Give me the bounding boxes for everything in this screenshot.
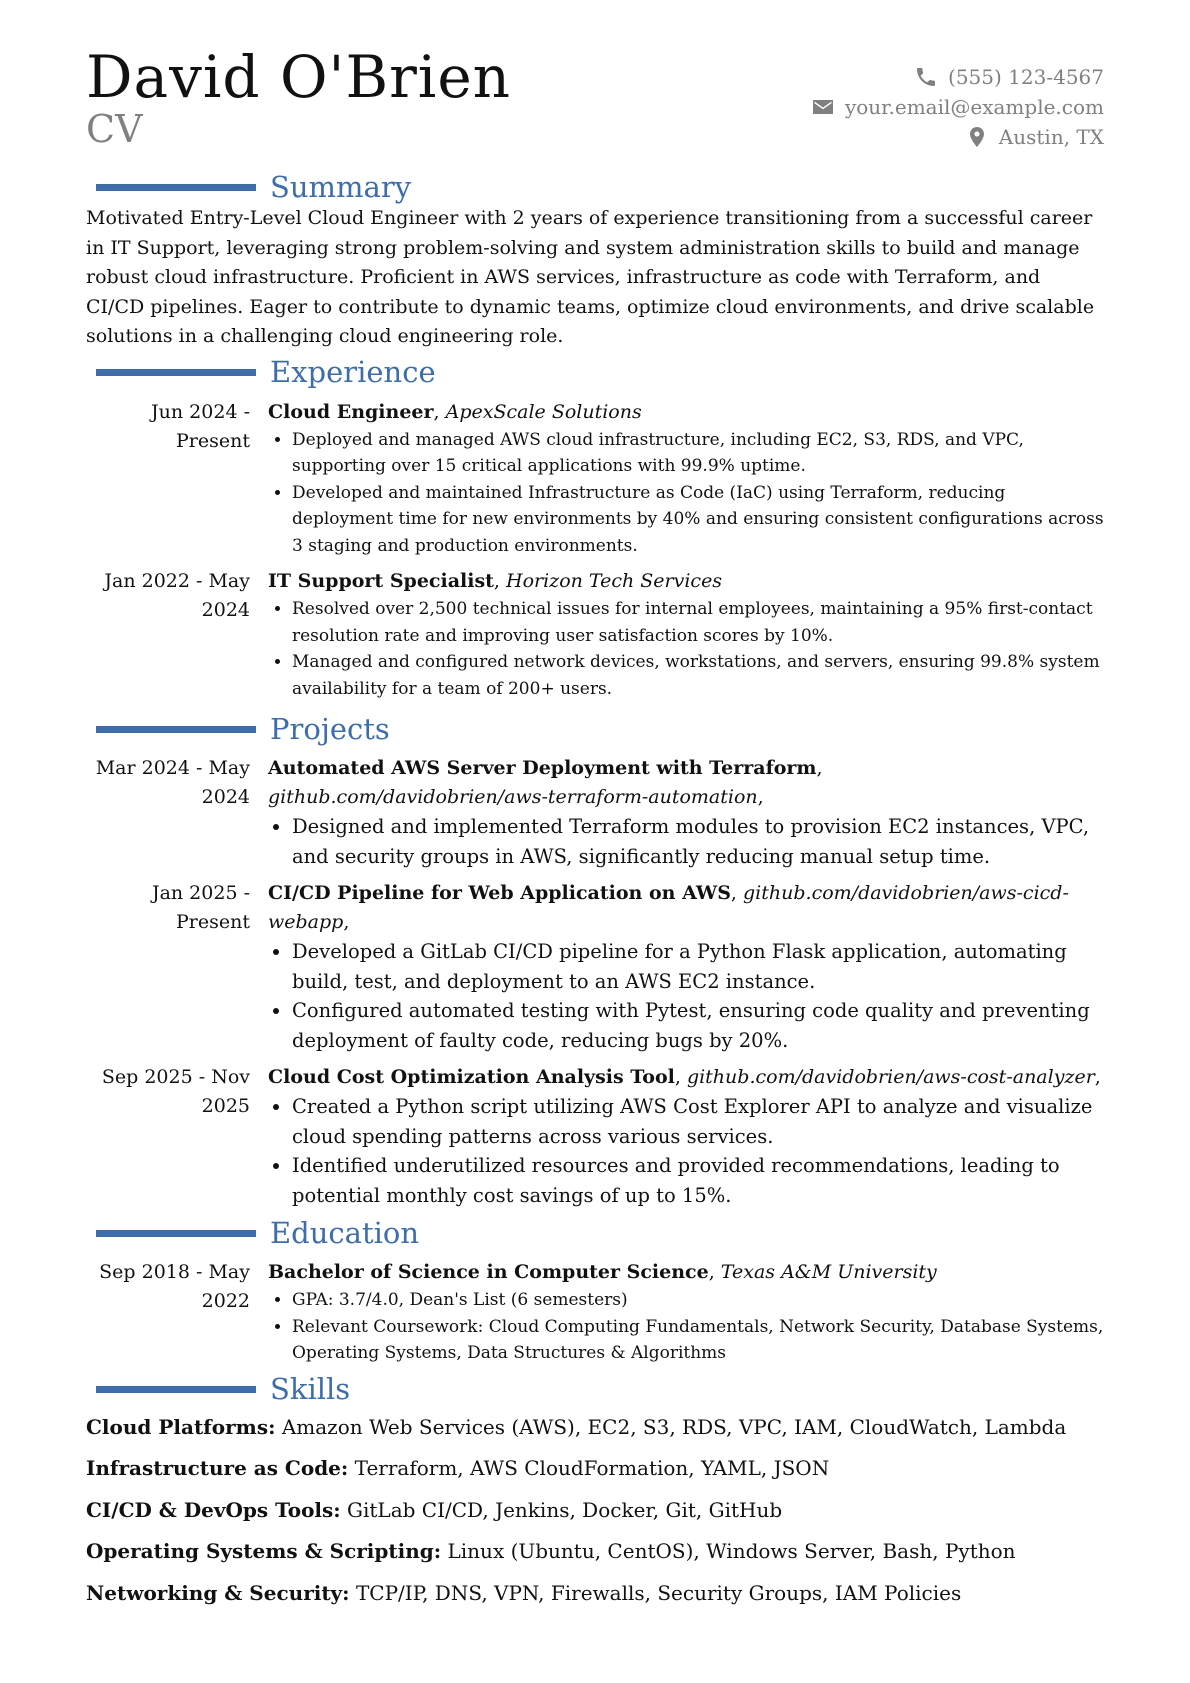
bullet-item: • Developed and maintained Infrastructure as Code (IaC) using Terraform, reducing deployment time for new environments by 40% and ensuring consistent configurations across 3 staging and production environments. <box>292 480 1104 560</box>
skill-row <box>86 1579 1104 1621</box>
skill-row <box>86 1413 1104 1455</box>
project-title: Cloud Cost Optimization Analysis Tool <box>268 1066 675 1088</box>
project-title: CI/CD Pipeline for Web Application on AWS <box>268 882 731 904</box>
entry-date: Sep 2025 - Nov 2025 <box>101 1066 250 1117</box>
education-heading <box>86 1216 1104 1250</box>
skill-category: CI/CD & DevOps Tools: <box>86 1497 341 1522</box>
skill-values: TCP/IP, DNS, VPN, Firewalls, Security Groups, IAM Policies <box>355 1580 962 1605</box>
project-link[interactable]: github.com/davidobrien/aws-cicd-webapp <box>268 882 1069 933</box>
bullet-item: • Identified underutilized resources and provided recommendations, leading to potential monthly cost savings of up to 15%. <box>292 1151 1104 1210</box>
candidate-name: David O'Brien <box>86 43 512 111</box>
contact-phone <box>811 62 1104 92</box>
entry-date: Sep 2018 - May 2022 <box>99 1261 250 1312</box>
skill-values: GitLab CI/CD, Jenkins, Docker, Git, GitHub <box>347 1497 783 1522</box>
bullet-item: • Configured automated testing with Pytest, ensuring code quality and preventing deployment of faulty code, reducing bugs by 20%. <box>292 996 1104 1055</box>
project-link[interactable]: github.com/davidobrien/aws-cost-analyzer <box>686 1066 1095 1088</box>
employer: Horizon Tech Services <box>506 570 723 592</box>
skill-row <box>86 1537 1104 1579</box>
bullet-list <box>268 1287 1104 1367</box>
project-title: Automated AWS Server Deployment with Terraform <box>268 757 817 779</box>
map-pin-icon <box>965 125 989 149</box>
skill-category: Operating Systems & Scripting: <box>86 1539 442 1563</box>
job-title: Cloud Engineer <box>268 400 434 423</box>
institution: Texas A&M University <box>720 1261 937 1283</box>
skill-category: Infrastructure as Code: <box>86 1456 349 1480</box>
project-entry <box>86 754 1104 871</box>
entry-heading: Bachelor of Science in Computer Science, Texas A&M University <box>268 1261 937 1283</box>
bullet-item: • Resolved over 2,500 technical issues for internal employees, maintaining a 95% first-contact resolution rate and improving user satisfaction scores by 10%. <box>292 596 1104 649</box>
skill-values: Terraform, AWS CloudFormation, YAML, JSON <box>354 1456 830 1480</box>
entry-date: Mar 2024 - May 2024 <box>95 757 250 808</box>
job-title: IT Support Specialist <box>268 570 494 592</box>
bullet-list <box>268 427 1104 560</box>
bullet-item: • Developed a GitLab CI/CD pipeline for a Python Flask application, automating build, test, and deployment to an AWS EC2 instance. <box>292 937 1104 996</box>
skill-values: Amazon Web Services (AWS), EC2, S3, RDS, VPC, IAM, CloudWatch, Lambda <box>281 1414 1067 1439</box>
skill-row <box>86 1454 1104 1496</box>
summary-heading <box>86 170 1104 204</box>
degree-title: Bachelor of Science in Computer Science <box>268 1261 709 1283</box>
section-title: Experience <box>270 355 436 389</box>
section-rule <box>96 1230 256 1237</box>
entry-heading: Cloud Engineer, ApexScale Solutions <box>268 400 642 423</box>
bullet-item: • GPA: 3.7/4.0, Dean's List (6 semesters) <box>292 1287 1104 1314</box>
experience-entry <box>86 398 1104 560</box>
bullet-item: • Designed and implemented Terraform modules to provision EC2 instances, VPC, and security groups in AWS, significantly reducing manual setup time. <box>292 812 1104 871</box>
section-rule <box>96 369 256 376</box>
section-title: Projects <box>270 711 390 746</box>
bullet-item: • Relevant Coursework: Cloud Computing Fundamentals, Network Security, Database Systems, Operating Systems, Data Structures & Algorithms <box>292 1314 1104 1367</box>
bullet-list <box>268 596 1104 702</box>
section-title: Skills <box>270 1372 351 1406</box>
email-text[interactable]: your.email@example.com <box>844 95 1104 119</box>
bullet-list <box>268 812 1104 871</box>
employer: ApexScale Solutions <box>445 400 642 423</box>
bullet-item: • Created a Python script utilizing AWS Cost Explorer API to analyze and visualize cloud spending patterns across various services. <box>292 1092 1104 1151</box>
skill-values: Linux (Ubuntu, CentOS), Windows Server, Bash, Python <box>447 1539 1016 1563</box>
entry-date: Jan 2022 - May 2024 <box>104 570 250 621</box>
section-rule <box>96 184 256 191</box>
education-entry <box>86 1258 1104 1367</box>
summary-paragraph: Motivated Entry-Level Cloud Engineer with 2 years of experience transitioning from a successful career in IT Support, leveraging strong problem-solving and system administration skills to build and manage robust cloud infrastructure. Proficient in AWS services, infrastructure as code with Terraform, and CI/CD pipelines. Eager to contribute to dynamic teams, optimize cloud environments, and drive scalable solutions in a challenging cloud engineering role. <box>86 207 1095 347</box>
resume-page <box>86 40 1104 1620</box>
phone-text: (555) 123-4567 <box>948 65 1104 89</box>
entry-date: Jun 2024 - Present <box>151 400 250 452</box>
resume-header <box>86 43 1104 166</box>
section-title: Summary <box>270 169 412 204</box>
document-subtitle: CV <box>86 107 143 151</box>
entry-heading: IT Support Specialist, Horizon Tech Services <box>268 570 723 592</box>
project-entry <box>86 1063 1104 1210</box>
entry-heading: CI/CD Pipeline for Web Application on AWS, github.com/davidobrien/aws-cicd-webapp, <box>268 882 1069 933</box>
project-link[interactable]: github.com/davidobrien/aws-terraform-automation <box>268 786 758 808</box>
skills-list <box>86 1413 1104 1621</box>
skill-category: Networking & Security: <box>86 1580 350 1605</box>
bullet-list <box>268 1092 1104 1210</box>
location-text: Austin, TX <box>998 125 1104 149</box>
skill-category: Cloud Platforms: <box>86 1414 276 1439</box>
contact-email[interactable] <box>811 92 1104 122</box>
section-rule <box>96 1386 256 1393</box>
entry-heading: Automated AWS Server Deployment with Terraform, github.com/davidobrien/aws-terraform-automation, <box>268 757 823 808</box>
section-title: Education <box>270 1215 420 1250</box>
entry-date: Jan 2025 - Present <box>151 882 250 933</box>
skill-row <box>86 1496 1104 1538</box>
skills-heading <box>86 1373 1104 1407</box>
contact-block <box>811 62 1104 152</box>
bullet-list <box>268 937 1104 1055</box>
contact-location <box>811 122 1104 152</box>
experience-entry <box>86 567 1104 702</box>
projects-heading <box>86 712 1104 746</box>
project-entry <box>86 879 1104 1055</box>
entry-heading: Cloud Cost Optimization Analysis Tool, github.com/davidobrien/aws-cost-analyzer, <box>268 1066 1101 1088</box>
experience-heading <box>86 356 1104 390</box>
bullet-item: • Deployed and managed AWS cloud infrastructure, including EC2, S3, RDS, and VPC, supporting over 15 critical applications with 99.9% uptime. <box>292 427 1104 480</box>
bullet-item: • Managed and configured network devices, workstations, and servers, ensuring 99.8% system availability for a team of 200+ users. <box>292 649 1104 702</box>
envelope-icon <box>811 95 835 119</box>
section-rule <box>96 726 256 733</box>
phone-icon <box>914 65 938 89</box>
